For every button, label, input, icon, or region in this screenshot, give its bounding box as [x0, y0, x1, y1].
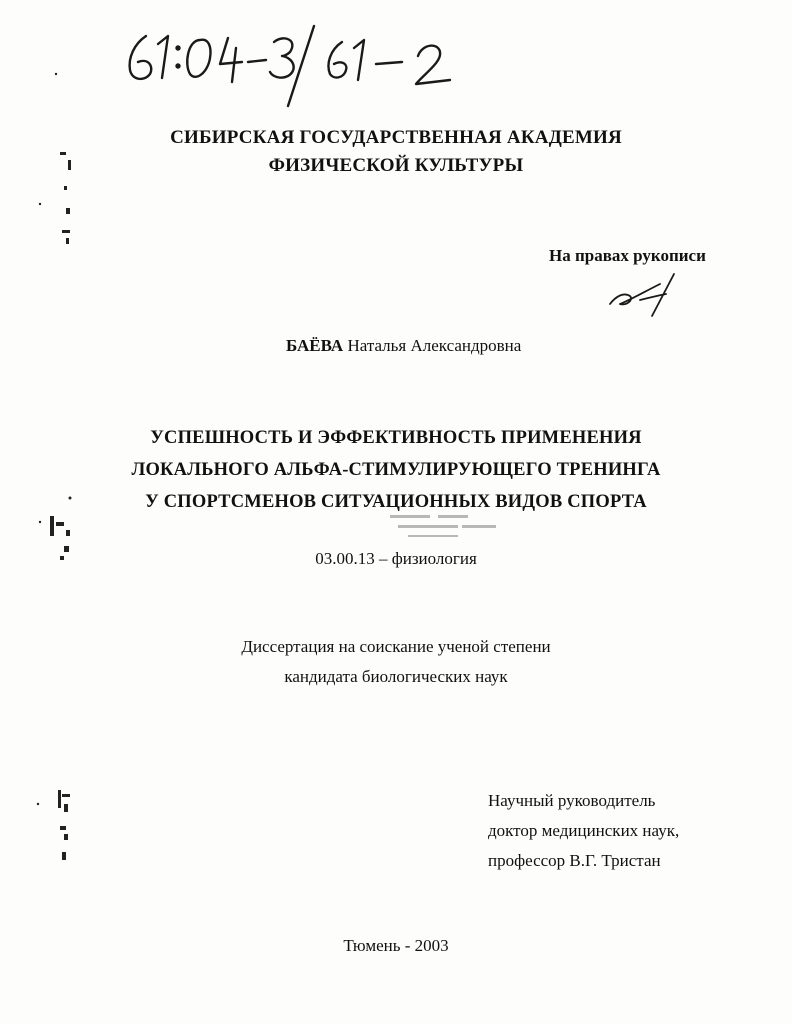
scan-margin-specks — [0, 0, 120, 1024]
organization-line-1: СИБИРСКАЯ ГОСУДАРСТВЕННАЯ АКАДЕМИЯ — [170, 127, 622, 148]
title-line-2: ЛОКАЛЬНОГО АЛЬФА-СТИМУЛИРУЮЩЕГО ТРЕНИНГА — [131, 460, 661, 480]
handwritten-archive-code — [118, 18, 478, 108]
title-line-1: УСПЕШНОСТЬ И ЭФФЕКТИВНОСТЬ ПРИМЕНЕНИЯ — [150, 428, 642, 448]
supervisor-line-1: Научный руководитель — [488, 791, 656, 810]
author-given-names: Наталья Александровна — [347, 336, 522, 355]
supervisor-block — [488, 786, 679, 876]
supervisor-line-2: доктор медицинских наук, — [488, 821, 680, 840]
supervisor-line-3: профессор В.Г. Тристан — [488, 851, 661, 870]
degree-line-2: кандидата биологических наук — [284, 667, 508, 686]
title-line-3: У СПОРТСМЕНОВ СИТУАЦИОННЫХ ВИДОВ СПОРТА — [145, 492, 647, 512]
author-surname: БАЁВА — [286, 336, 344, 355]
manuscript-rights: На правах рукописи — [549, 246, 706, 265]
handwritten-code-text: 61:04-3/61-2 — [118, 18, 124, 19]
author-name — [286, 336, 521, 356]
faint-bleed-through-mark — [388, 511, 508, 545]
city-year: Тюмень - 2003 — [343, 936, 449, 955]
specialty-code: 03.00.13 – физиология — [315, 549, 477, 568]
degree-line-1: Диссертация на соискание ученой степени — [241, 637, 551, 656]
signature-mark — [600, 270, 680, 320]
organization-line-2: ФИЗИЧЕСКОЙ КУЛЬТУРЫ — [268, 155, 524, 176]
